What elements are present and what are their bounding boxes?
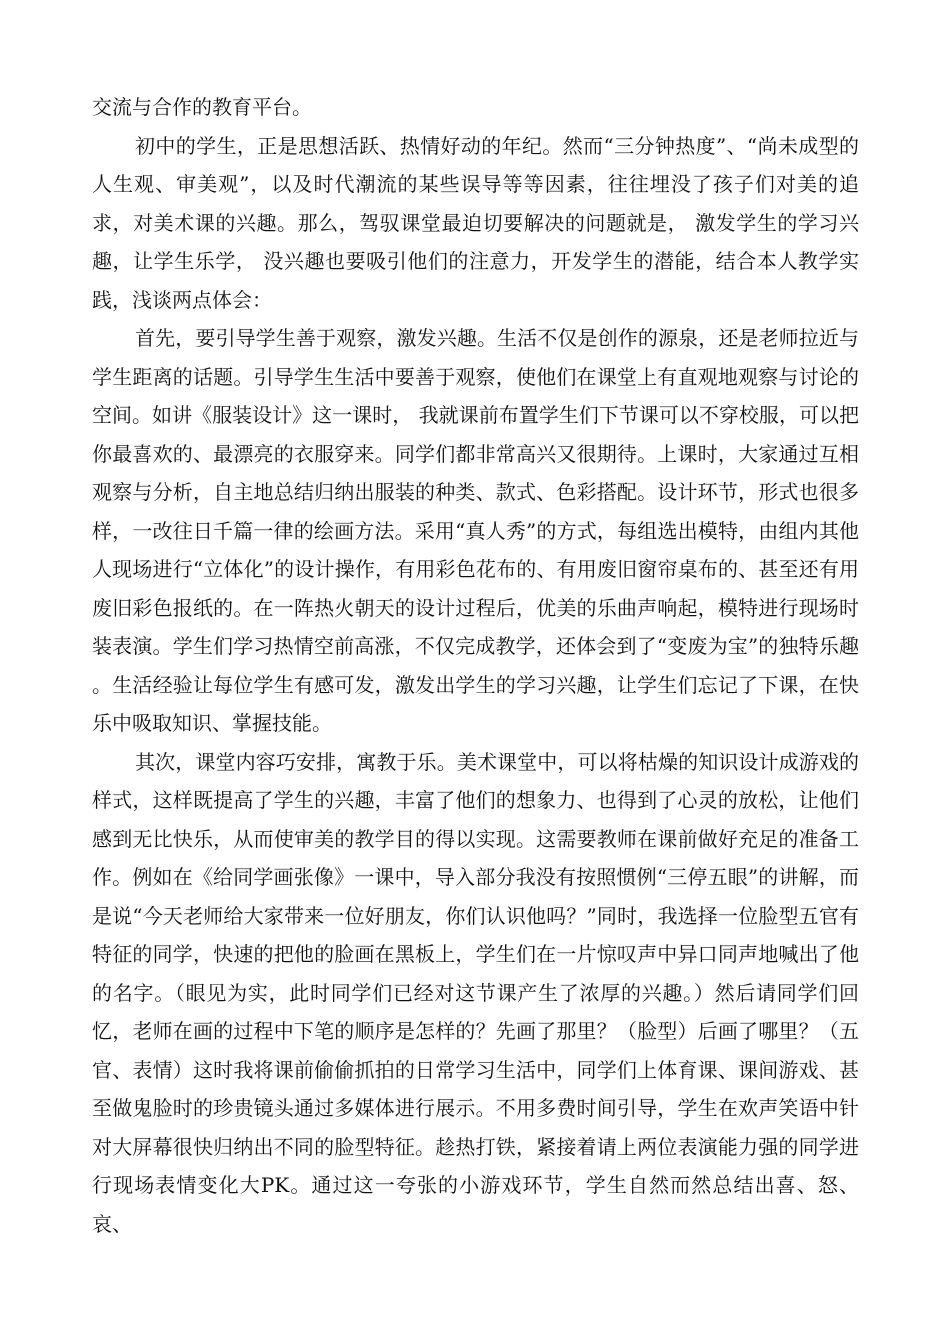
document-page	[92, 88, 859, 1243]
paragraph-observation: 首先，要引导学生善于观察，激发兴趣。生活不仅是创作的源泉，还是老师拉近与学生距离的话题。引导学生生活中要善于观察，使他们在课堂上有直观地观察与讨论的空间。如讲《服装设计》这一课时， 我就课前布置学生们下节课可以不穿校服，可以把你最喜欢的、最漂亮的衣服穿来。同学们都非常高兴又很期待。上课时，大家通过互相观察与分析，自主地总结归纳出服装的种类、款式、色彩搭配。设计环节，形式也很多样，一改往日千篇一律的绘画方法。采用“真人秀”的方式，每组选出模特，由组内其他人现场进行“立体化”的设计操作，有用彩色花布的、有用废旧窗帘桌布的、甚至还有用废旧彩色报纸的。在一阵热火朝天的设计过程后，优美的乐曲声响起，模特进行现场时装表演。学生们学习热情空前高涨，不仅完成教学，还体会到了“变废为宝”的独特乐趣 。生活经验让每位学生有感可发，激发出学生的学习兴趣，让学生们忘记了下课，在快乐中吸取知识、掌握技能。	[92, 326, 859, 735]
paragraph-game-teaching: 其次，课堂内容巧安排，寓教于乐。美术课堂中，可以将枯燥的知识设计成游戏的样式，这样既提高了学生的兴趣，丰富了他们的想象力、也得到了心灵的放松，让他们感到无比快乐，从而使审美的教学目的得以实现。这需要教师在课前做好充足的准备工作。例如在《给同学画张像》一课中，导入部分我没有按照惯例“三停五眼”的讲解，而是说“今天老师给大家带来一位好朋友，你们认识他吗？”同时，我选择一位脸型五官有特征的同学，快速的把他的脸画在黑板上，学生们在一片惊叹声中异口同声地喊出了他的名字。（眼见为实，此时同学们已经对这节课产生了浓厚的兴趣。）然后请同学们回忆，老师在画的过程中下笔的顺序是怎样的？先画了那里？（脸型）后画了哪里？（五官、表情）这时我将课前偷偷抓拍的日常学习生活中，同学们上体育课、课间游戏、甚至做鬼脸时的珍贵镜头通过多媒体进行展示。不用多费时间引导，学生在欢声笑语中针对大屏幕很快归纳出不同的脸型特征。趁热打铁，紧接着请上两位表演能力强的同学进行现场表情变化大PK。通过这一夸张的小游戏环节，学生自然而然总结出喜、怒、哀、	[92, 749, 859, 1236]
paragraph-continuation: 交流与合作的教育平台。	[92, 95, 312, 119]
paragraph-introduction: 初中的学生，正是思想活跃、热情好动的年纪。然而“三分钟热度”、“尚未成型的人生观、审美观”，以及时代潮流的某些误导等等因素，往往埋没了孩子们对美的追求，对美术课的兴趣。那么，驾驭课堂最迫切要解决的问题就是， 激发学生的学习兴趣，让学生乐学， 没兴趣也要吸引他们的注意力，开发学生的潜能，结合本人教学实践，浅谈两点体会：	[92, 133, 859, 312]
